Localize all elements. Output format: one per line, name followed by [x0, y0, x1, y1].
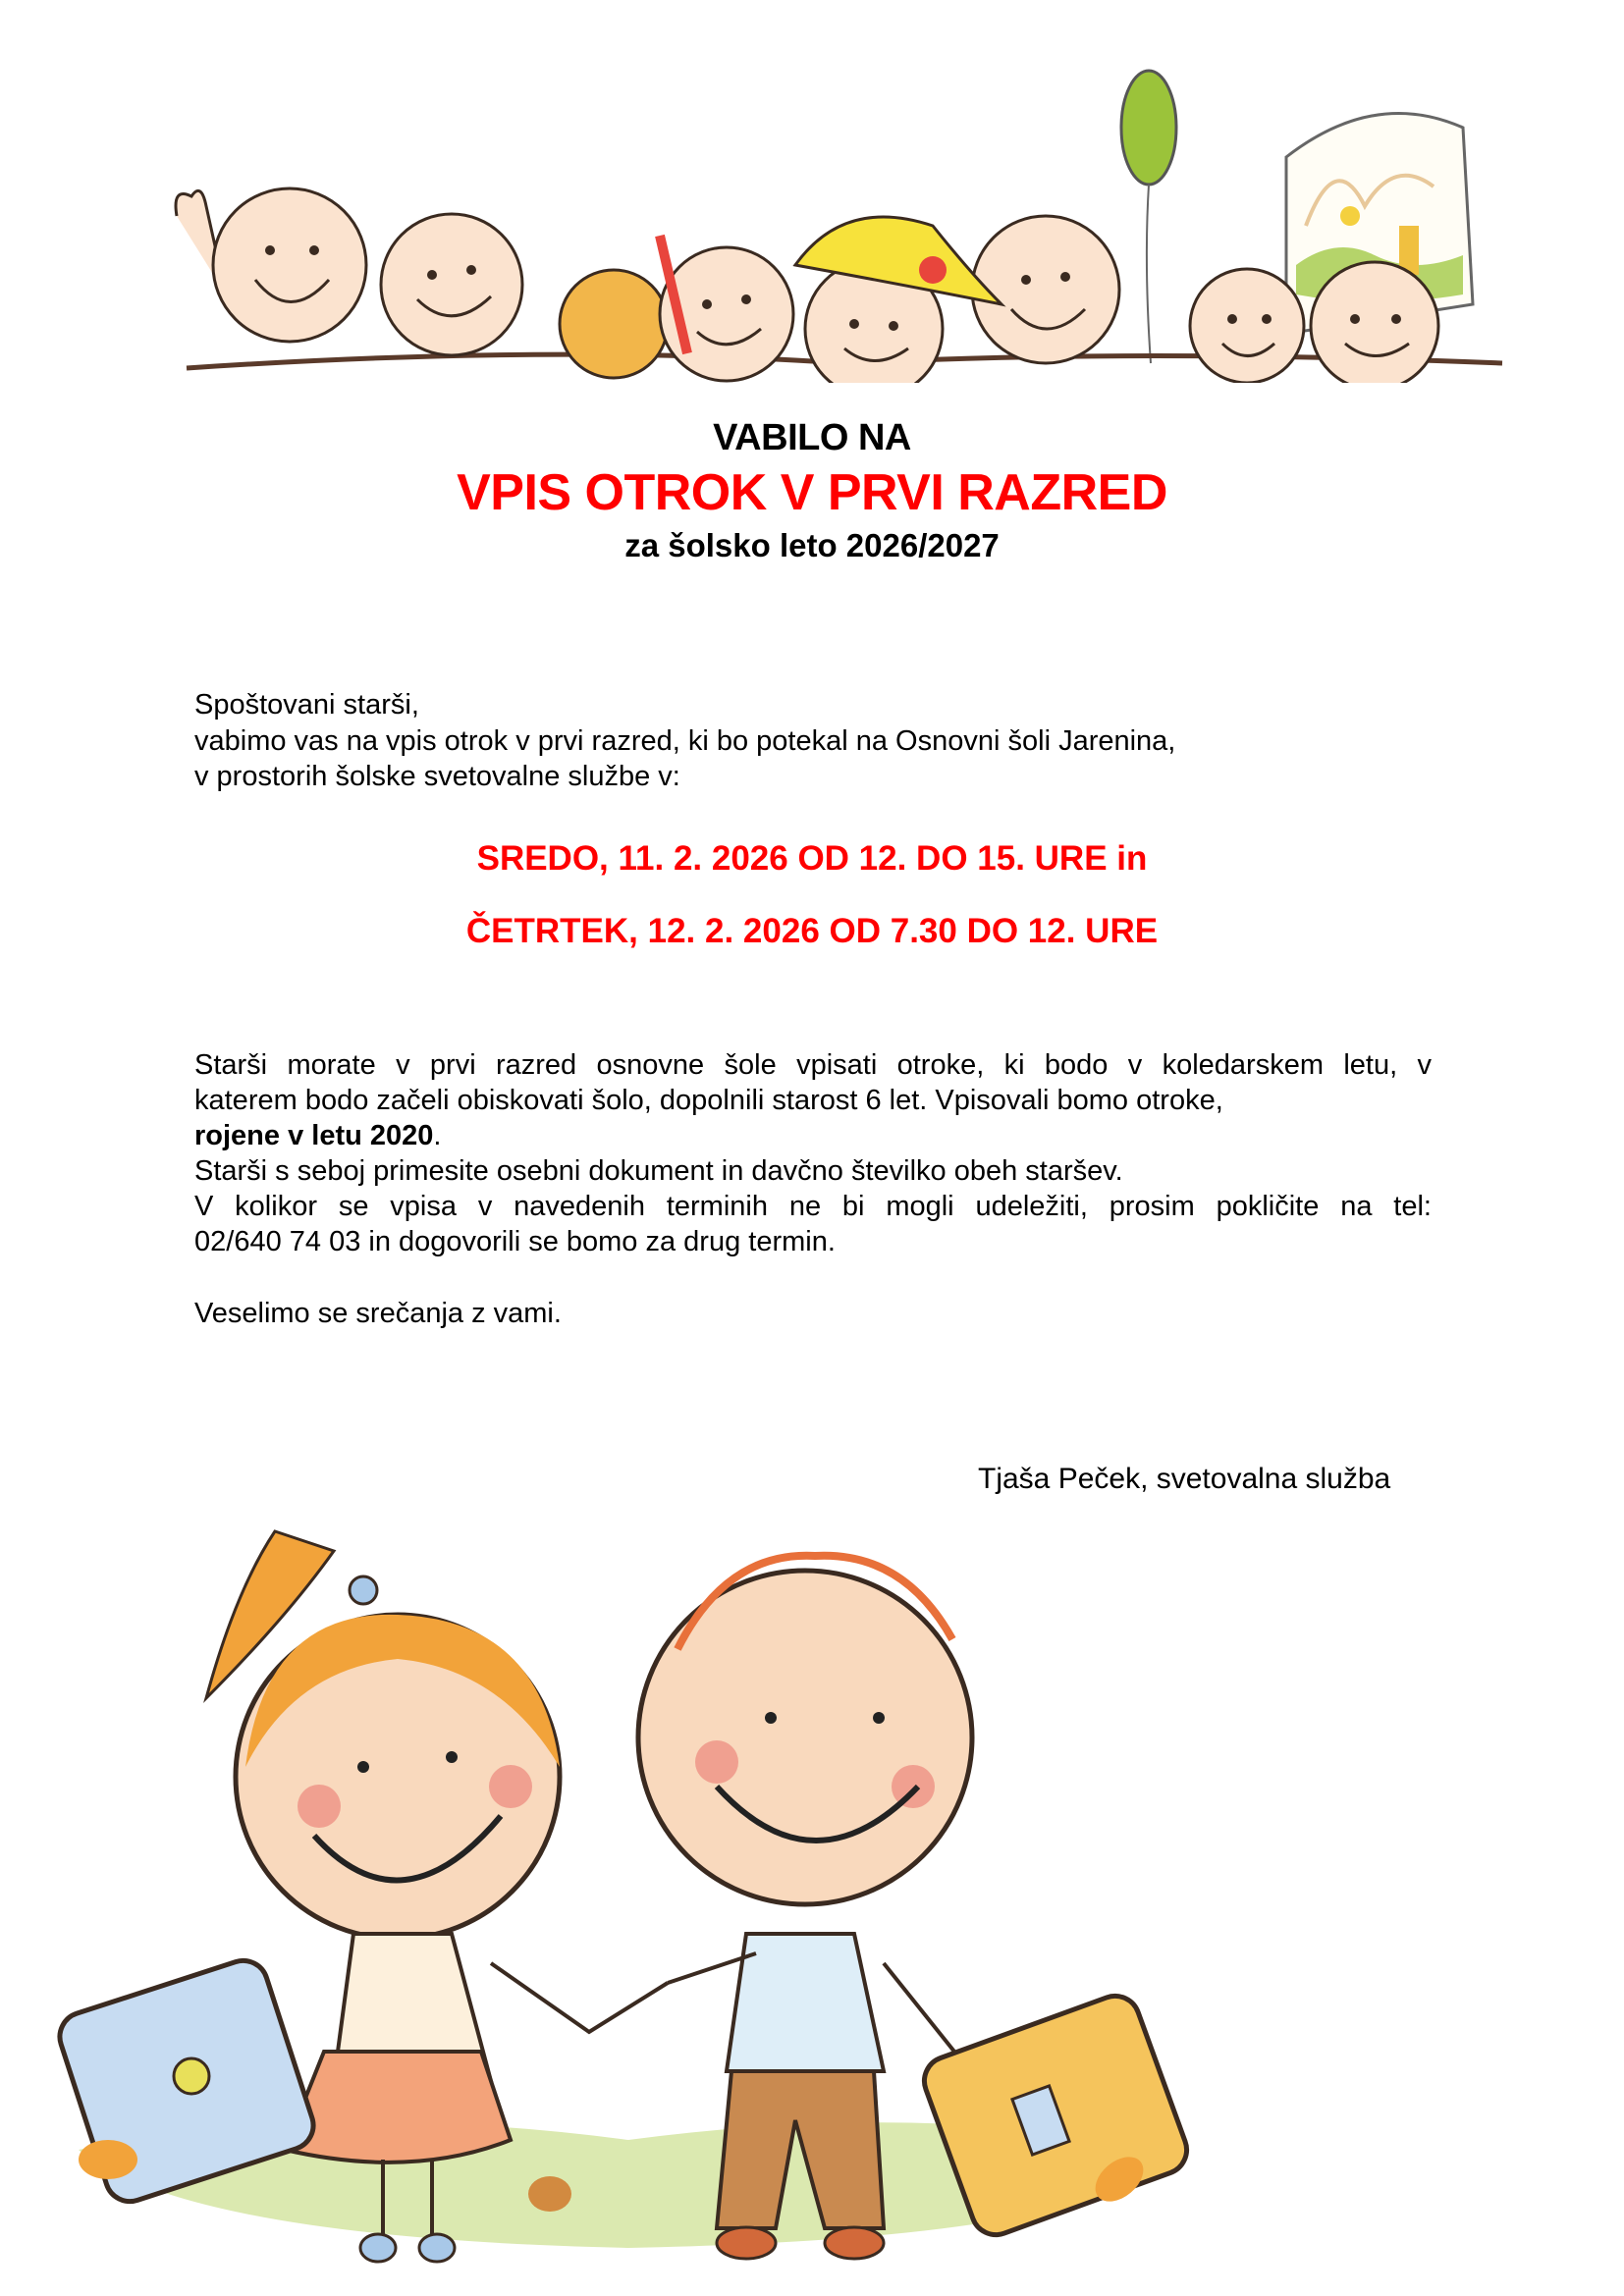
date-wednesday: SREDO, 11. 2. 2026 OD 12. DO 15. URE in — [476, 839, 1148, 878]
intro-line-2: v prostorih šolske svetovalne službe v: — [194, 761, 680, 792]
details-paragraph-1 — [194, 1047, 1432, 1083]
birth-year-emphasis: rojene v letu 2020 — [194, 1120, 434, 1151]
balloon-icon — [1121, 71, 1176, 363]
enrollment-title: VPIS OTROK V PRVI RAZRED — [457, 464, 1167, 521]
details-line-1: Starši morate v prvi razred osnovne šole vpisati otroke, ki bodo v koledarskem letu, v — [194, 1049, 1432, 1081]
greeting: Spoštovani starši, — [194, 689, 419, 721]
signature: Tjaša Peček, svetovalna služba — [978, 1463, 1391, 1495]
contact-paragraph — [194, 1189, 1432, 1224]
children-row-illustration — [157, 69, 1522, 383]
invitation-heading: VABILO NA — [713, 417, 911, 458]
kids-with-schoolbags-illustration — [39, 1472, 1227, 2268]
closing-line: Veselimo se srečanja z vami. — [194, 1298, 562, 1329]
documents-line: Starši s seboj primesite osebni dokument in davčno številko obeh staršev. — [194, 1155, 1123, 1187]
intro-line-1: vabimo vas na vpis otrok v prvi razred, ki bo potekal na Osnovni šoli Jarenina, — [194, 725, 1176, 757]
contact-line-1: V kolikor se vpisa v navedenih terminih ne bi mogli udeležiti, prosim pokličite na tel: — [194, 1191, 1432, 1222]
details-line-3 — [194, 1118, 441, 1153]
period: . — [433, 1120, 442, 1151]
details-line-2: katerem bodo začeli obiskovati šolo, dopolnili starost 6 let. Vpisovali bomo otroke, — [194, 1085, 1223, 1116]
contact-line-2: 02/640 74 03 in dogovorili se bomo za drug termin. — [194, 1226, 836, 1257]
date-thursday: ČETRTEK, 12. 2. 2026 OD 7.30 DO 12. URE — [465, 912, 1159, 950]
school-year-subtitle: za šolsko leto 2026/2027 — [624, 527, 1000, 563]
